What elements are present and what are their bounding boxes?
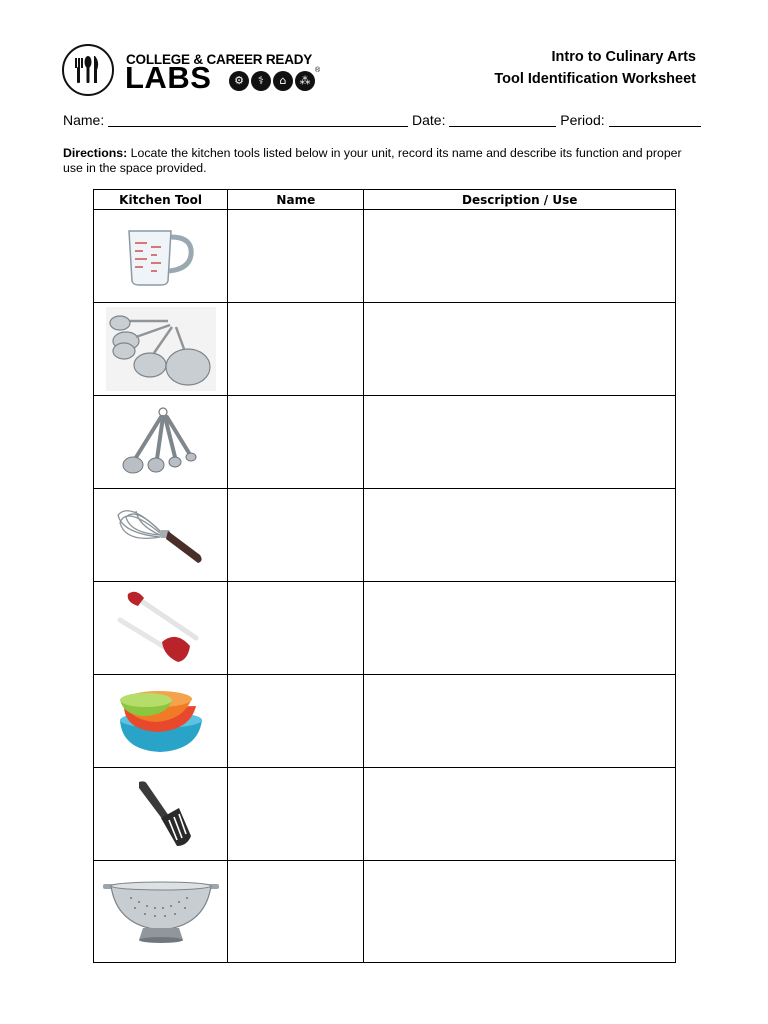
molecule-icon: ⁂ [295, 71, 315, 91]
colander-icon [103, 880, 219, 944]
table-row [94, 861, 676, 963]
spatulas-icon [116, 590, 206, 666]
slotted-turner-icon [121, 778, 201, 850]
gear-icon: ⚙ [229, 71, 249, 91]
name-cell[interactable] [228, 210, 364, 303]
table-header-row [94, 190, 676, 210]
header-kitchen-tool: Kitchen Tool [94, 190, 228, 210]
name-cell[interactable] [228, 861, 364, 963]
description-cell[interactable] [364, 582, 676, 675]
tool-table [93, 189, 676, 963]
logo-badges [229, 71, 315, 91]
course-title: Intro to Culinary Arts [551, 49, 696, 65]
header-name: Name [228, 190, 364, 210]
worksheet-title: Tool Identification Worksheet [494, 71, 696, 87]
utensils-icon [62, 44, 114, 96]
description-cell[interactable] [364, 675, 676, 768]
table-row [94, 210, 676, 303]
tool-image-cell [94, 303, 228, 396]
registered-mark: ® [315, 67, 321, 74]
directions-label: Directions: [63, 146, 128, 160]
table-row [94, 303, 676, 396]
logo-labs-text: LABS [125, 60, 212, 95]
measuring-cup-icon [121, 225, 201, 287]
measuring-spoons-icon [121, 407, 201, 477]
tool-image-cell [94, 489, 228, 582]
name-cell[interactable] [228, 675, 364, 768]
description-cell[interactable] [364, 303, 676, 396]
description-cell[interactable] [364, 768, 676, 861]
name-cell[interactable] [228, 768, 364, 861]
directions [63, 146, 703, 176]
period-field[interactable] [609, 112, 701, 127]
logo-top-text: COLLEGE & CAREER READY [126, 52, 313, 67]
medical-icon: ⚕ [251, 71, 271, 91]
table-row [94, 396, 676, 489]
tool-image-cell [94, 861, 228, 963]
tool-image-cell [94, 768, 228, 861]
house-icon: ⌂ [273, 71, 293, 91]
period-label: Period: [560, 112, 605, 128]
description-cell[interactable] [364, 396, 676, 489]
table-row [94, 582, 676, 675]
title-block [494, 46, 696, 90]
name-cell[interactable] [228, 396, 364, 489]
tool-image-cell [94, 210, 228, 303]
date-field[interactable] [449, 112, 556, 127]
name-cell[interactable] [228, 582, 364, 675]
table-row [94, 675, 676, 768]
header-description: Description / Use [364, 190, 676, 210]
tool-image-cell [94, 396, 228, 489]
description-cell[interactable] [364, 861, 676, 963]
logo [62, 44, 332, 104]
tool-image-cell [94, 582, 228, 675]
description-cell[interactable] [364, 489, 676, 582]
directions-text: Locate the kitchen tools listed below in your unit, record its name and describe its function and proper use in the space provided. [63, 146, 682, 175]
date-label: Date: [412, 112, 446, 128]
table-row [94, 489, 676, 582]
tool-image-cell [94, 675, 228, 768]
name-field[interactable] [108, 112, 408, 127]
student-info-line [63, 112, 701, 128]
name-label: Name: [63, 112, 105, 128]
measuring-cups-set-icon [106, 307, 216, 391]
table-row [94, 768, 676, 861]
name-cell[interactable] [228, 303, 364, 396]
name-cell[interactable] [228, 489, 364, 582]
mixing-bowls-icon [116, 686, 206, 756]
description-cell[interactable] [364, 210, 676, 303]
whisk-icon [116, 503, 206, 567]
